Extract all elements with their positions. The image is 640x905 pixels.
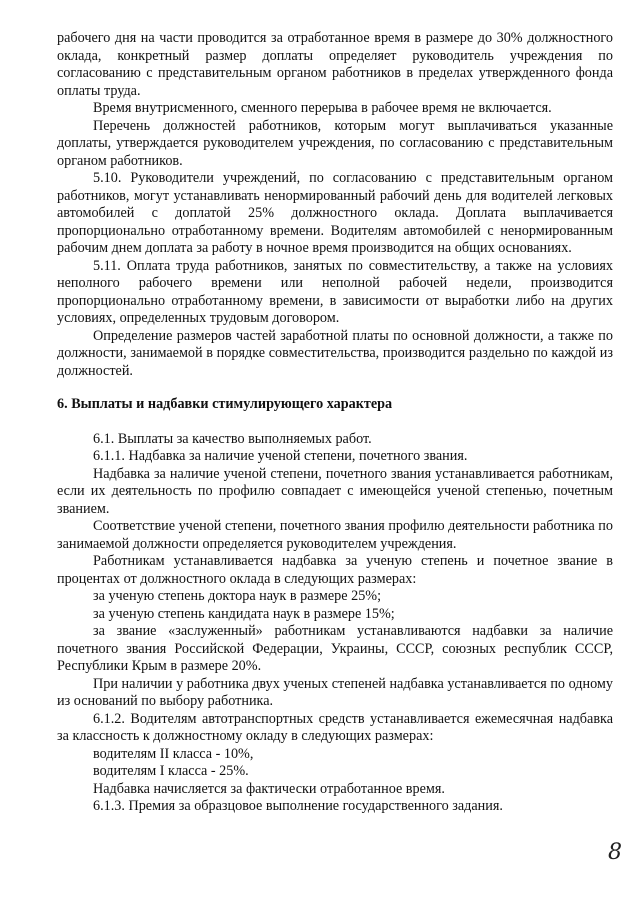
paragraph-6-1: 6.1. Выплаты за качество выполняемых работ. (93, 430, 372, 447)
paragraph-allowance-continuation: рабочего дня на части проводится за отработанное время в размере до 30% должностного оклада, конкретный размер доплаты определяет руководитель учреждения по согласованию с представительным органом работников в пределах утвержденного фонда оплаты труда. (57, 30, 613, 99)
paragraph-actual-time: Надбавка начисляется за фактически отработанное время. (93, 780, 445, 797)
paragraph-5-10: 5.10. Руководители учреждений, по согласованию с представительным органом работников, могут устанавливать ненормированный рабочий день для водителей легковых автомобилей с доплатой 25% должностного оклада. Доплата выплачивается пропорционально отработанному времени. Водителям автомобилей с ненормированным рабочим днем доплата за работу в ночное время производится на общих основаниях. (57, 170, 613, 256)
paragraph-6-1-3: 6.1.3. Премия за образцовое выполнение государственного задания. (93, 798, 503, 814)
rate-doctor: за ученую степень доктора наук в размере 25%; (93, 588, 382, 604)
paragraph-degree-allowance: Надбавка за наличие ученой степени, почетного звания устанавливается работникам, если их деятельность по профилю совпадает с имеющейся ученой степенью, почетным званием. (57, 465, 613, 517)
driver-class-1: водителям I класса - 25%. (93, 763, 249, 779)
paragraph-positions-list: Перечень должностей работников, которым могут выплачиваться указанные доплаты, утверждается руководителем учреждения, по согласованию с представительным органом работников. (57, 117, 613, 169)
paragraph-salary-parts: Определение размеров частей заработной платы по основной должности, а также по должности, занимаемой в порядке совместительства, производится раздельно по каждой из должностей. (57, 327, 613, 379)
driver-class-2: водителям II класса - 10%, (93, 745, 254, 762)
paragraph-allowance-rates: Работникам устанавливается надбавка за ученую степень и почетное звание в процентах от должностного оклада в следующих размерах: (57, 553, 613, 587)
paragraph-5-11: 5.11. Оплата труда работников, занятых по совместительству, а также на условиях неполного рабочего времени или неполной рабочей недели, производится пропорционально отработанному времени, в зависимости от выработки либо на других условиях, определенных трудовым договором. (57, 257, 613, 326)
section-6-heading: 6. Выплаты и надбавки стимулирующего характера (57, 396, 393, 412)
rate-honored-title: за звание «заслуженный» работникам устанавливаются надбавки за наличие почетного звания Российской Федерации, Украины, СССР, союзных республик СССР, Республики Крым в размере 20%. (57, 623, 613, 674)
document-body (57, 30, 613, 816)
paragraph-6-1-1: 6.1.1. Надбавка за наличие ученой степени, почетного звания. (93, 448, 468, 464)
paragraph-two-degrees: При наличии у работника двух ученых степеней надбавка устанавливается по одному из оснований по выбору работника. (57, 675, 613, 709)
paragraph-degree-match: Соответствие ученой степени, почетного звания профилю деятельности работника по занимаемой должности определяется руководителем учреждения. (57, 518, 613, 552)
rate-candidate: за ученую степень кандидата наук в размере 15%; (93, 605, 395, 622)
paragraph-6-1-2: 6.1.2. Водителям автотранспортных средств устанавливается ежемесячная надбавка за классность к должностному окладу в следующих размерах: (57, 710, 613, 744)
paragraph-break-time: Время внутрисменного, сменного перерыва в рабочее время не включается. (93, 100, 552, 116)
page-number: 8 (608, 840, 622, 865)
